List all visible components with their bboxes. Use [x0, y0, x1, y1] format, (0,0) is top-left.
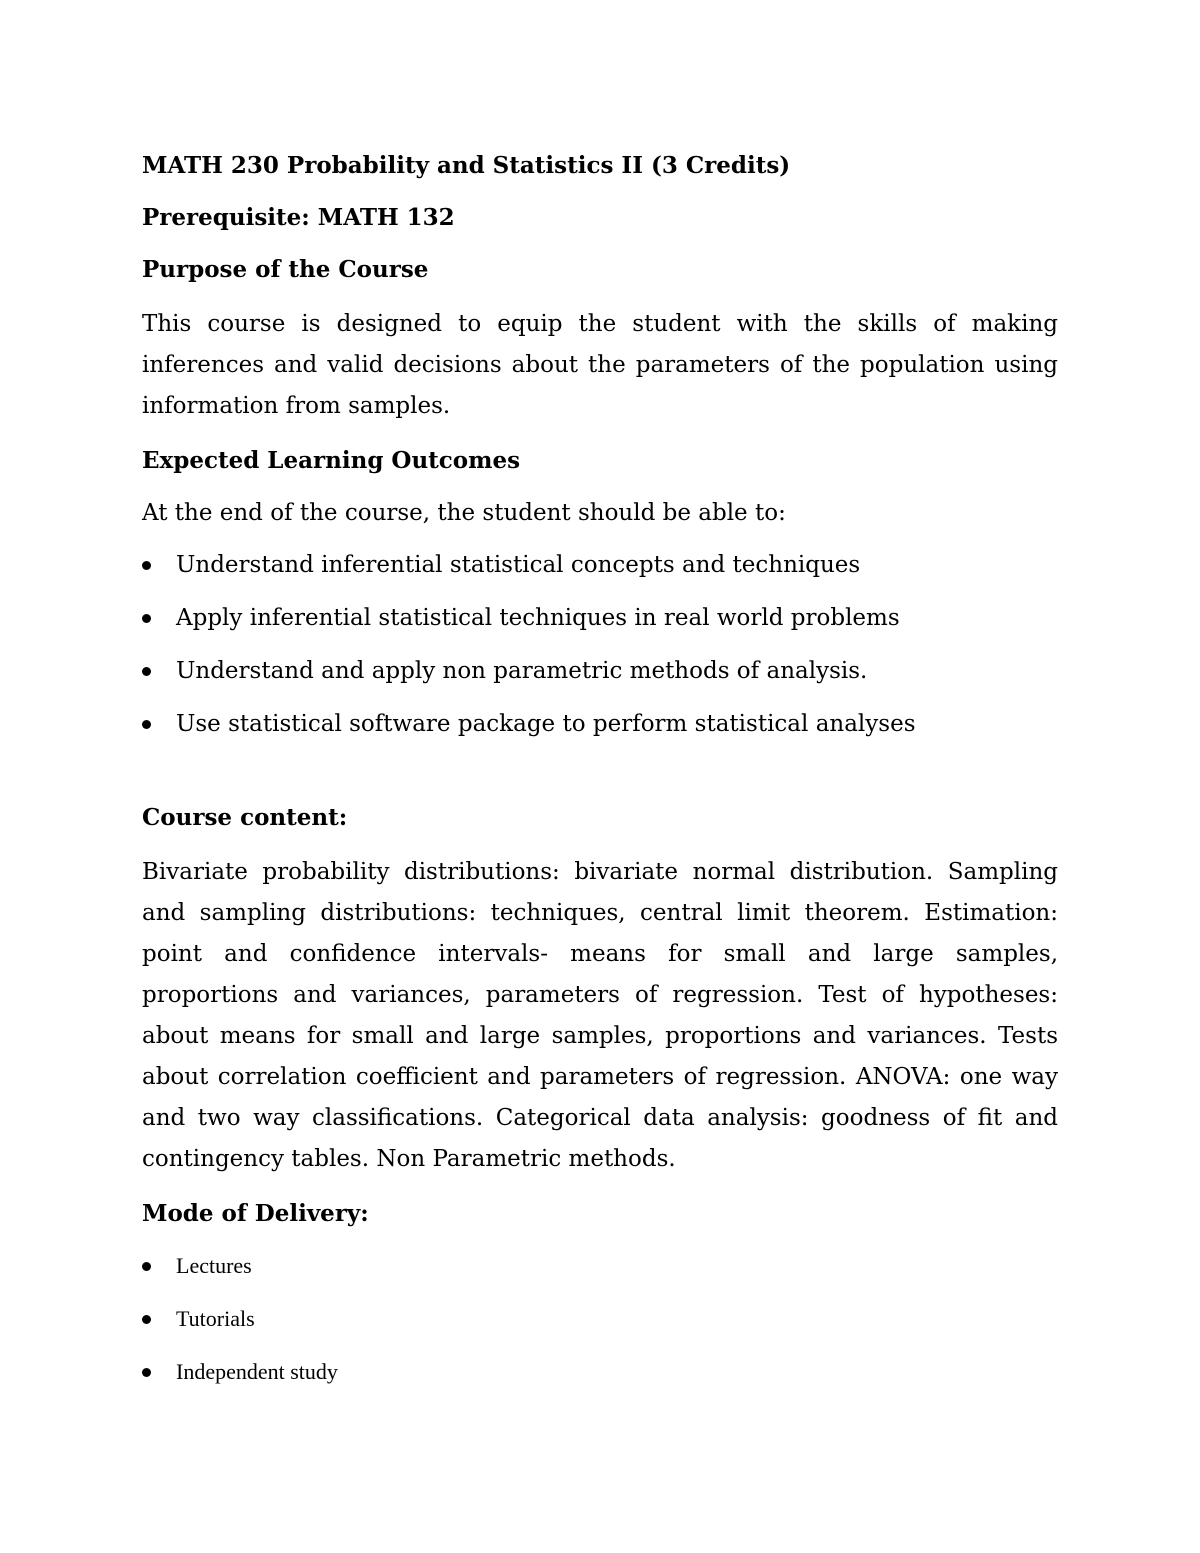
content-heading: Course content: [142, 804, 348, 831]
outcomes-intro: At the end of the course, the student should be able to: [142, 500, 786, 526]
list-item: Understand and apply non parametric methods of analysis. [142, 653, 1058, 689]
bullet-icon [142, 1315, 151, 1324]
bullet-icon [142, 561, 151, 570]
list-item: Use statistical software package to perform statistical analyses [142, 706, 1058, 742]
outcomes-heading: Expected Learning Outcomes [142, 447, 521, 474]
purpose-text: This course is designed to equip the student with the skills of making inferences and valid decisions about the parameters of the population using information from samples. [142, 311, 1058, 419]
bullet-icon [142, 720, 151, 729]
course-title: MATH 230 Probability and Statistics II (3 Credits) [142, 152, 791, 179]
bullet-icon [142, 614, 151, 623]
bullet-icon [142, 1368, 151, 1377]
list-item: Apply inferential statistical techniques in real world problems [142, 600, 1058, 636]
document-page [142, 148, 1058, 1390]
bullet-icon [142, 1262, 151, 1271]
list-item: Understand inferential statistical concepts and techniques [142, 547, 1058, 583]
list-item: Lectures [142, 1248, 1058, 1284]
list-item: Independent study [142, 1354, 1058, 1390]
delivery-list [142, 1248, 1058, 1390]
content-text: Bivariate probability distributions: bivariate normal distribution. Sampling and sampling distributions: techniques, central limit theorem. Estimation: point and confidence intervals- means for small and large samples, proportions and variances, parameters of regression. Test of hypotheses: about means for small and large samples, proportions and variances. Tests about correlation coefficient and parameters of regression. ANOVA: one way and two way classifications. Categorical data analysis: goodness of fit and contingency tables. Non Parametric methods. [142, 859, 1058, 1172]
bullet-icon [142, 667, 151, 676]
list-item: Tutorials [142, 1301, 1058, 1337]
purpose-heading: Purpose of the Course [142, 256, 429, 283]
prerequisite: Prerequisite: MATH 132 [142, 204, 455, 231]
outcomes-list [142, 547, 1058, 742]
delivery-heading: Mode of Delivery: [142, 1200, 369, 1227]
